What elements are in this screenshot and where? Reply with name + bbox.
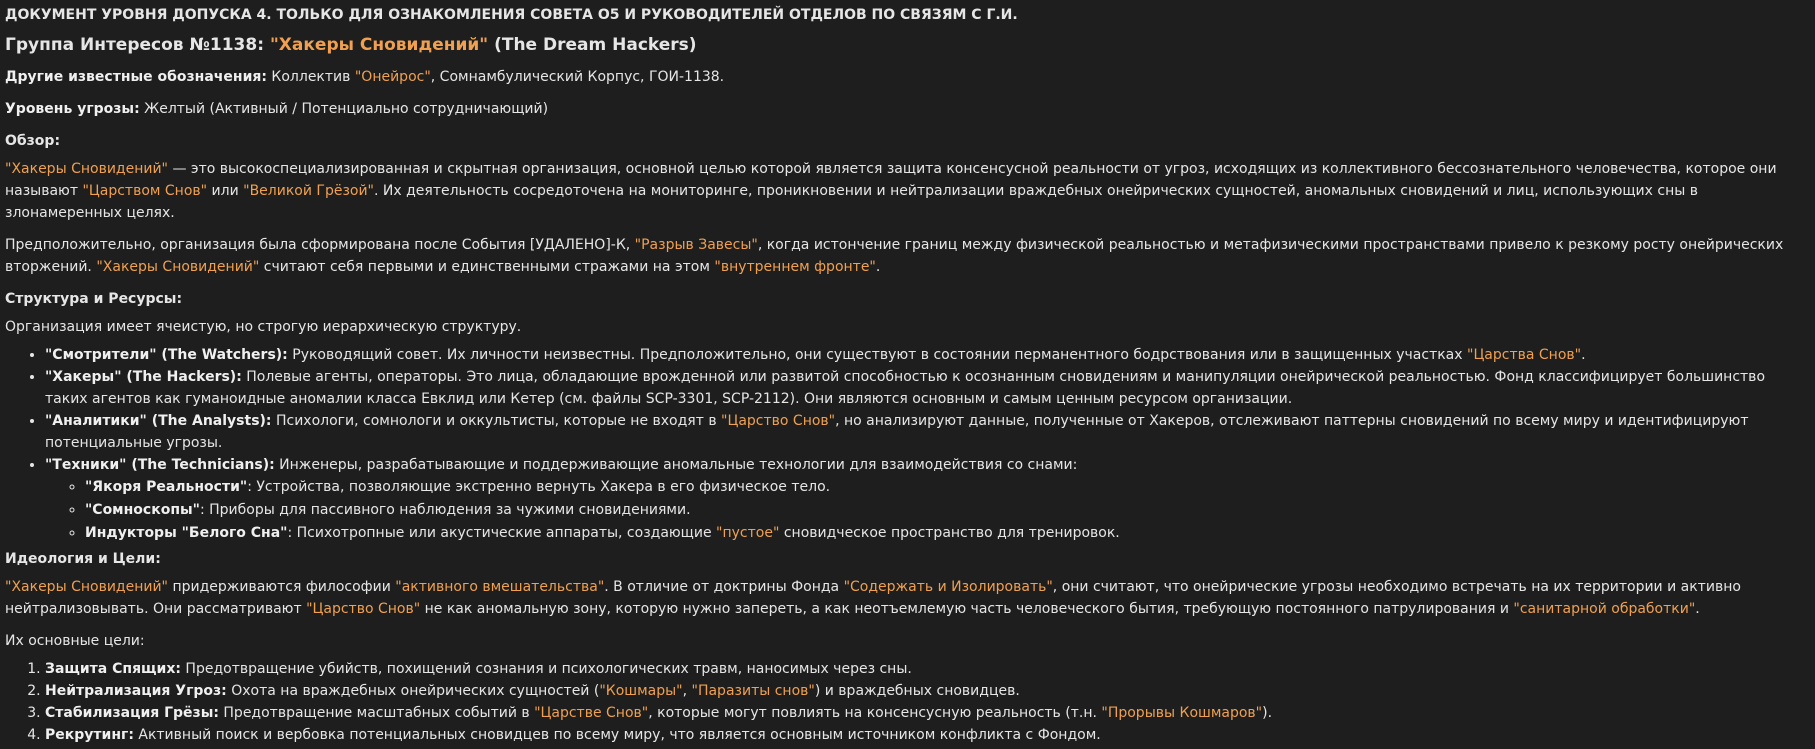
sublist-item-anchors <box>85 476 1805 498</box>
text: считают себя первыми и единственными стражами на этом <box>259 259 715 275</box>
aliases-text-2: , Сомнамбулический Корпус, ГОИ-1138. <box>430 69 725 85</box>
list-item-hackers <box>45 366 1805 410</box>
aliases-line <box>5 66 1805 88</box>
goals-list <box>5 658 1805 746</box>
text: не как аномальную зону, которую нужно запереть, а как неотъемлемую часть человеческого бытия, требующую постоянного патрулирования и <box>420 601 1514 617</box>
text: : Психотропные или акустические аппараты, создающие <box>287 525 717 541</box>
text: Охота на враждебных онейрических сущностей ( <box>226 683 600 699</box>
item-name: "Белого Сна" <box>181 525 288 541</box>
text: . <box>1695 601 1700 617</box>
threat-line <box>5 98 1805 120</box>
sublist-item-somnoscopes <box>85 499 1805 521</box>
title-suffix: (The Dream Hackers) <box>488 35 697 55</box>
item-name: "Хакеры" <box>45 369 122 385</box>
goal-label: Нейтрализация Угроз: <box>45 683 227 699</box>
overview-heading: Обзор: <box>5 133 61 149</box>
goal-item-neutralize <box>45 680 1805 702</box>
list-item-watchers <box>45 344 1805 366</box>
highlight: "Царство Снов" <box>721 413 836 429</box>
highlight: "Царстве Снов" <box>534 705 649 721</box>
highlight: "Разрыв Завесы" <box>634 237 758 253</box>
highlight: "Прорывы Кошмаров" <box>1101 705 1263 721</box>
highlight: "Царством Снов" <box>82 183 208 199</box>
text: , <box>682 683 692 699</box>
item-english-name: (The Analysts): <box>146 413 272 429</box>
highlight: "Царства Снов" <box>1467 347 1582 363</box>
clearance-banner: ДОКУМЕНТ УРОВНЯ ДОПУСКА 4. ТОЛЬКО ДЛЯ ОЗНАКОМЛЕНИЯ СОВЕТА О5 И РУКОВОДИТЕЛЕЙ ОТДЕЛОВ ПО СВЯЗЯМ С Г.И. <box>5 7 1018 23</box>
item-name: "Сомноскопы" <box>85 502 200 518</box>
text: , когда истончение границ между физической реальностью и метафизическими пространствами привело к резкому росту онейрических вторжений. <box>5 237 1784 275</box>
text: Предотвращение масштабных событий в <box>218 705 535 721</box>
text: — это высокоспециализированная и скрытная организация, основной целью которой является защита консенсусной реальности от угроз, исходящих из коллективного бессознательного человечества, которое они называют <box>5 161 1777 199</box>
aliases-highlight: "Онейрос" <box>354 69 431 85</box>
text: Психологи, сомнологи и оккультисты, которые не входят в <box>271 413 722 429</box>
structure-list <box>5 344 1805 544</box>
list-item-analysts <box>45 410 1805 454</box>
ideology-heading: Идеология и Цели: <box>5 551 161 567</box>
title-prefix: Группа Интересов №1138: <box>5 35 270 55</box>
text: Инженеры, разрабатывающие и поддерживающие аномальные технологии для взаимодействия со снами: <box>274 457 1078 473</box>
highlight: "пустое" <box>716 525 780 541</box>
item-name: "Аналитики" <box>45 413 147 429</box>
highlight: "Царство Снов" <box>306 601 421 617</box>
highlight: "внутреннем фронте" <box>714 259 876 275</box>
title-name: "Хакеры Сновидений" <box>269 35 489 55</box>
aliases-text: Коллектив <box>266 69 355 85</box>
aliases-label: Другие известные обозначения: <box>5 69 267 85</box>
goal-item-protect <box>45 658 1805 680</box>
goal-label: Защита Спящих: <box>45 661 181 677</box>
technicians-sublist <box>45 476 1805 544</box>
text: . В отличие от доктрины Фонда <box>604 579 844 595</box>
text: Предположительно, организация была сформирована после События [УДАЛЕНО]-К, <box>5 237 635 253</box>
highlight: "Хакеры Сновидений" <box>5 161 168 177</box>
text: , которые могут повлиять на консенсусную реальность (т.н. <box>648 705 1102 721</box>
highlight: "санитарной обработки" <box>1513 601 1696 617</box>
goal-item-stabilize <box>45 702 1805 724</box>
page-title <box>5 32 1805 58</box>
structure-heading: Структура и Ресурсы: <box>5 291 183 307</box>
goal-label: Стабилизация Грёзы: <box>45 705 219 721</box>
item-prefix: Индукторы <box>85 525 182 541</box>
highlight: "Паразиты снов" <box>691 683 815 699</box>
text: Полевые агенты, операторы. Это лица, обладающие врожденной или развитой способностью к осознанным сновидениям и манипуляции онейрической реальностью. Фонд классифицирует большинство таких агентов как гуманоидные аномалии класса Евклид или Кетер (см. файлы SCP-3301, SCP-2112). Они являются основным и самым ценным ресурсом организации. <box>45 369 1766 407</box>
highlight: "Содержать и Изолировать" <box>843 579 1053 595</box>
text: Активный поиск и вербовка потенциальных сновидцев по всему миру, что является основным источником конфликта с Фондом. <box>133 727 1101 743</box>
goal-label: Рекрутинг: <box>45 727 134 743</box>
text: ) и враждебных сновидцев. <box>814 683 1020 699</box>
highlight: "Хакеры Сновидений" <box>5 579 168 595</box>
goals-intro: Их основные цели: <box>5 633 145 649</box>
ideology-paragraph <box>5 576 1805 620</box>
highlight: "активного вмешательства" <box>395 579 605 595</box>
text: , но анализируют данные, полученные от Хакеров, отслеживают паттерны сновидений по всему миру и идентифицируют потенциальные угрозы. <box>45 413 1749 451</box>
goal-item-recruit <box>45 724 1805 746</box>
highlight: "Великой Грёзой" <box>243 183 375 199</box>
item-english-name: (The Technicians): <box>126 457 275 473</box>
structure-intro: Организация имеет ячеистую, но строгую иерархическую структуру. <box>5 319 522 335</box>
text: ). <box>1262 705 1273 721</box>
text: . <box>1581 347 1586 363</box>
item-english-name: (The Watchers): <box>156 347 288 363</box>
overview-paragraph-1 <box>5 158 1805 224</box>
threat-label: Уровень угрозы: <box>5 101 140 117</box>
text: . Их деятельность сосредоточена на мониторинге, проникновении и нейтрализации враждебных онейрических сущностей, аномальных сновидений и лиц, использующих сны в злонамеренных целях. <box>5 183 1698 221</box>
overview-paragraph-2 <box>5 234 1805 278</box>
item-name: "Якоря Реальности" <box>85 479 248 495</box>
text: : Приборы для пассивного наблюдения за чужими сновидениями. <box>199 502 691 518</box>
text: придерживаются философии <box>168 579 396 595</box>
text: сновидческое пространство для тренировок. <box>779 525 1120 541</box>
text: . <box>875 259 881 275</box>
text: , они считают, что онейрические угрозы необходимо встречать на их территории и активно нейтрализовывать. Они рассматривают <box>5 579 1741 617</box>
text: : Устройства, позволяющие экстренно вернуть Хакера в его физическое тело. <box>247 479 831 495</box>
text: Руководящий совет. Их личности неизвестны. Предположительно, они существуют в состоянии перманентного бодрствования или в защищенных участках <box>287 347 1467 363</box>
text: или <box>207 183 244 199</box>
list-item-technicians <box>45 454 1805 544</box>
item-name: "Техники" <box>45 457 127 473</box>
highlight: "Кошмары" <box>599 683 683 699</box>
item-name: "Смотрители" <box>45 347 157 363</box>
threat-value: Желтый (Активный / Потенциально сотрудничающий) <box>139 101 549 117</box>
item-english-name: (The Hackers): <box>121 369 242 385</box>
text: Предотвращение убийств, похищений сознания и психологических травм, наносимых через сны. <box>180 661 912 677</box>
highlight: "Хакеры Сновидений" <box>96 259 260 275</box>
sublist-item-inductors <box>85 522 1805 544</box>
